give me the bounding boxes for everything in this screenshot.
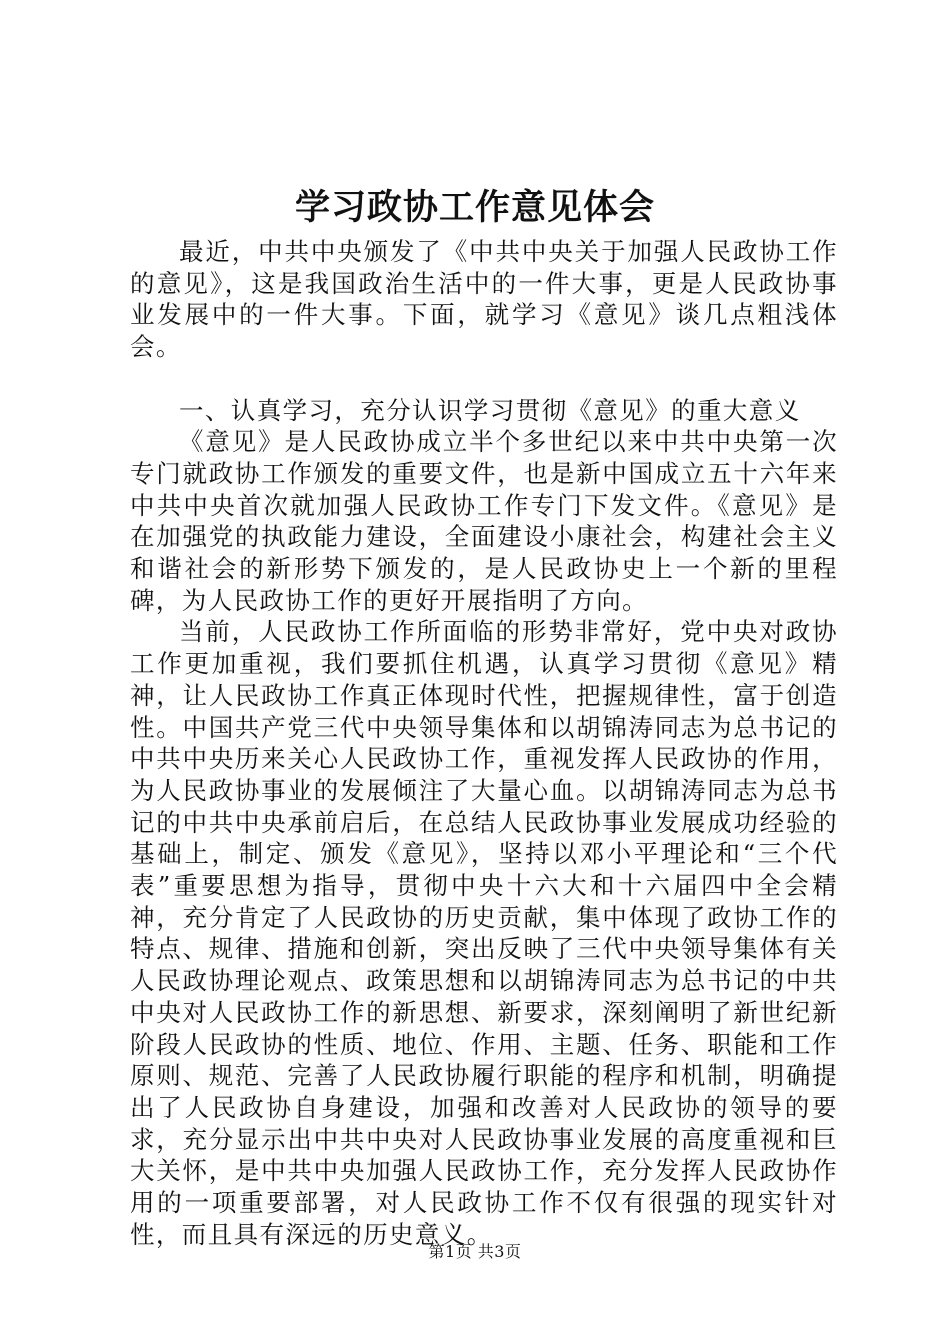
intro-paragraph: 最近，中共中央颁发了《中共中央关于加强人民政协工作的意见》，这是我国政治生活中的一件大事，更是人民政协事业发展中的一件大事。下面，就学习《意见》谈几点粗浅体会。 — [130, 237, 838, 362]
body-paragraph: 当前，人民政协工作所面临的形势非常好，党中央对政协工作更加重视，我们要抓住机遇，认真学习贯彻《意见》精神，让人民政协工作真正体现时代性，把握规律性，富于创造性。中国共产党三代中央领导集体和以胡锦涛同志为总书记的中共中央历来关心人民政协工作，重视发挥人民政协的作用，为人民政协事业的发展倾注了大量心血。以胡锦涛同志为总书记的中共中央承前启后，在总结人民政协事业发展成功经验的基础上，制定、颁发《意见》，坚持以邓小平理论和“三个代表”重要思想为指导，贯彻中央十六大和十六届四中全会精神，充分肯定了人民政协的历史贡献，集中体现了政协工作的特点、规律、措施和创新，突出反映了三代中央领导集体有关人民政协理论观点、政策思想和以胡锦涛同志为总书记的中共中央对人民政协工作的新思想、新要求，深刻阐明了新世纪新阶段人民政协的性质、地位、作用、主题、任务、职能和工作原则、规范、完善了人民政协履行职能的程序和机制，明确提出了人民政协自身建设，加强和改善对人民政协的领导的要求，充分显示出中共中央对人民政协事业发展的高度重视和巨大关怀，是中共中央加强人民政协工作，充分发挥人民政协作用的一项重要部署，对人民政协工作不仅有很强的现实针对性，而且具有深远的历史意义。 — [130, 617, 838, 1249]
document-title: 学习政协工作意见体会 — [294, 187, 655, 228]
page-footer: 第1页 共3页 — [428, 1242, 522, 1261]
document-body — [130, 236, 838, 1250]
section-heading: 一、认真学习，充分认识学习贯彻《意见》的重大意义 — [179, 395, 801, 425]
body-paragraph: 《意见》是人民政协成立半个多世纪以来中共中央第一次专门就政协工作颁发的重要文件，也是新中国成立五十六年来中共中央首次就加强人民政协工作专门下发文件。《意见》是在加强党的执政能力建设，全面建设小康社会，构建社会主义和谐社会的新形势下颁发的，是人民政协史上一个新的里程碑，为人民政协工作的更好开展指明了方向。 — [130, 427, 838, 615]
